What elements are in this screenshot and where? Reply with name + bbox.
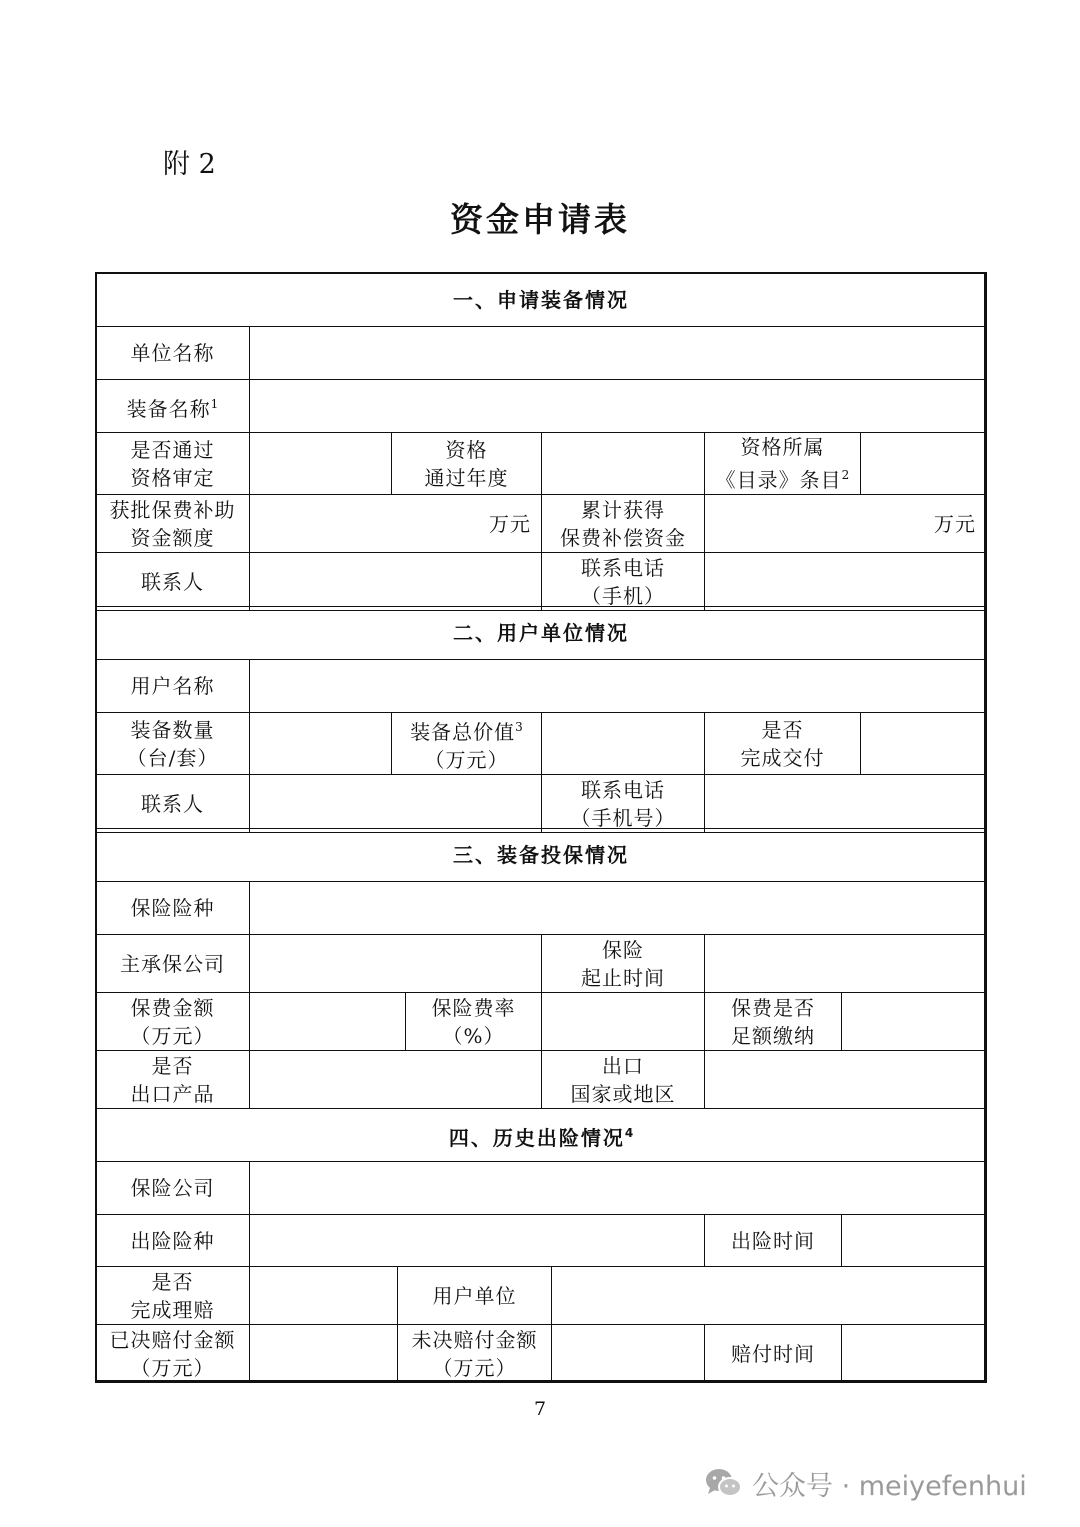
catalog-entry-label: 资格所属 《目录》条目$^2$ bbox=[705, 433, 861, 495]
pending-amount-field[interactable] bbox=[552, 1325, 705, 1383]
unit-name-label: 单位名称 bbox=[96, 327, 250, 380]
total-value-field[interactable] bbox=[542, 713, 705, 775]
contact-field[interactable] bbox=[250, 775, 542, 833]
wechat-icon bbox=[704, 1467, 742, 1499]
section-header: 三、装备投保情况 bbox=[96, 829, 987, 882]
export-product-field[interactable] bbox=[250, 1051, 542, 1109]
footnote-marker: 1 bbox=[210, 396, 219, 411]
qualified-year-label: 资格 通过年度 bbox=[392, 433, 542, 495]
phone-field[interactable] bbox=[705, 553, 987, 611]
premium-rate-field[interactable] bbox=[542, 993, 705, 1051]
cumulative-compensation-field[interactable]: 万元 bbox=[705, 495, 987, 553]
export-country-field[interactable] bbox=[705, 1051, 987, 1109]
insurance-period-label: 保险 起止时间 bbox=[542, 935, 705, 993]
premium-rate-label: 保险费率 （%） bbox=[406, 993, 542, 1051]
qualified-label: 是否通过 资格审定 bbox=[96, 433, 250, 495]
insurance-company-field[interactable] bbox=[250, 1162, 987, 1215]
footnote-marker: 4 bbox=[624, 1125, 634, 1140]
user-name-field[interactable] bbox=[250, 660, 987, 713]
payment-time-field[interactable] bbox=[842, 1325, 987, 1383]
export-country-label: 出口 国家或地区 bbox=[542, 1051, 705, 1109]
export-product-label: 是否 出口产品 bbox=[96, 1051, 250, 1109]
section-header: 二、用户单位情况 bbox=[96, 607, 987, 660]
footnote-marker: 3 bbox=[515, 720, 523, 734]
insurer-label: 主承保公司 bbox=[96, 935, 250, 993]
qualified-year-field[interactable] bbox=[542, 433, 705, 495]
claim-settled-label: 是否 完成理赔 bbox=[96, 1267, 250, 1325]
premium-field[interactable] bbox=[250, 993, 406, 1051]
delivered-label: 是否 完成交付 bbox=[705, 713, 861, 775]
quantity-field[interactable] bbox=[250, 713, 392, 775]
claim-time-label: 出险时间 bbox=[705, 1215, 842, 1267]
equipment-name-field[interactable] bbox=[250, 380, 987, 433]
insurer-field[interactable] bbox=[250, 935, 542, 993]
insurance-company-label: 保险公司 bbox=[96, 1162, 250, 1215]
approved-subsidy-label: 获批保费补助 资金额度 bbox=[96, 495, 250, 553]
document-title: 资金申请表 bbox=[450, 200, 630, 239]
insurance-type-label: 保险险种 bbox=[96, 882, 250, 935]
annex-label: 附 2 bbox=[163, 149, 216, 180]
contact-label: 联系人 bbox=[96, 775, 250, 833]
approved-subsidy-field[interactable]: 万元 bbox=[250, 495, 542, 553]
catalog-entry-field[interactable] bbox=[861, 433, 987, 495]
phone-label: 联系电话 （手机号） bbox=[542, 775, 705, 833]
footnote-marker: 2 bbox=[841, 468, 850, 482]
section-insurance bbox=[95, 828, 987, 1109]
equipment-name-label: 装备名称$^1$ bbox=[96, 380, 250, 433]
unit-name-field[interactable] bbox=[250, 327, 987, 380]
user-unit-label: 用户单位 bbox=[398, 1267, 552, 1325]
page-number: 7 bbox=[533, 1398, 547, 1420]
cumulative-compensation-label: 累计获得 保费补偿资金 bbox=[542, 495, 705, 553]
settled-amount-label: 已决赔付金额 （万元） bbox=[96, 1325, 250, 1383]
premium-paid-field[interactable] bbox=[842, 993, 987, 1051]
claim-type-label: 出险险种 bbox=[96, 1215, 250, 1267]
watermark-label: 公众号 · meiyefenhui bbox=[752, 1470, 1027, 1502]
phone-field[interactable] bbox=[705, 775, 987, 833]
watermark bbox=[704, 1463, 1027, 1503]
user-name-label: 用户名称 bbox=[96, 660, 250, 713]
section-header: 一、申请装备情况 bbox=[96, 273, 987, 327]
section-apply-equipment bbox=[95, 272, 987, 611]
section-user-unit bbox=[95, 606, 987, 833]
contact-field[interactable] bbox=[250, 553, 542, 611]
phone-label: 联系电话 （手机） bbox=[542, 553, 705, 611]
contact-label: 联系人 bbox=[96, 553, 250, 611]
insurance-period-field[interactable] bbox=[705, 935, 987, 993]
section-header: 四、历史出险情况$^4$ bbox=[96, 1109, 987, 1162]
user-unit-field[interactable] bbox=[552, 1267, 987, 1325]
premium-paid-label: 保费是否 足额缴纳 bbox=[705, 993, 842, 1051]
insurance-type-field[interactable] bbox=[250, 882, 987, 935]
section-claim-history bbox=[95, 1108, 987, 1383]
claim-type-field[interactable] bbox=[250, 1215, 705, 1267]
premium-label: 保费金额 （万元） bbox=[96, 993, 250, 1051]
delivered-field[interactable] bbox=[861, 713, 987, 775]
pending-amount-label: 未决赔付金额 （万元） bbox=[398, 1325, 552, 1383]
total-value-label: 装备总价值$^3$ （万元） bbox=[392, 713, 542, 775]
qualified-field[interactable] bbox=[250, 433, 392, 495]
quantity-label: 装备数量 （台/套） bbox=[96, 713, 250, 775]
claim-settled-field[interactable] bbox=[250, 1267, 398, 1325]
payment-time-label: 赔付时间 bbox=[705, 1325, 842, 1383]
settled-amount-field[interactable] bbox=[250, 1325, 398, 1383]
claim-time-field[interactable] bbox=[842, 1215, 987, 1267]
